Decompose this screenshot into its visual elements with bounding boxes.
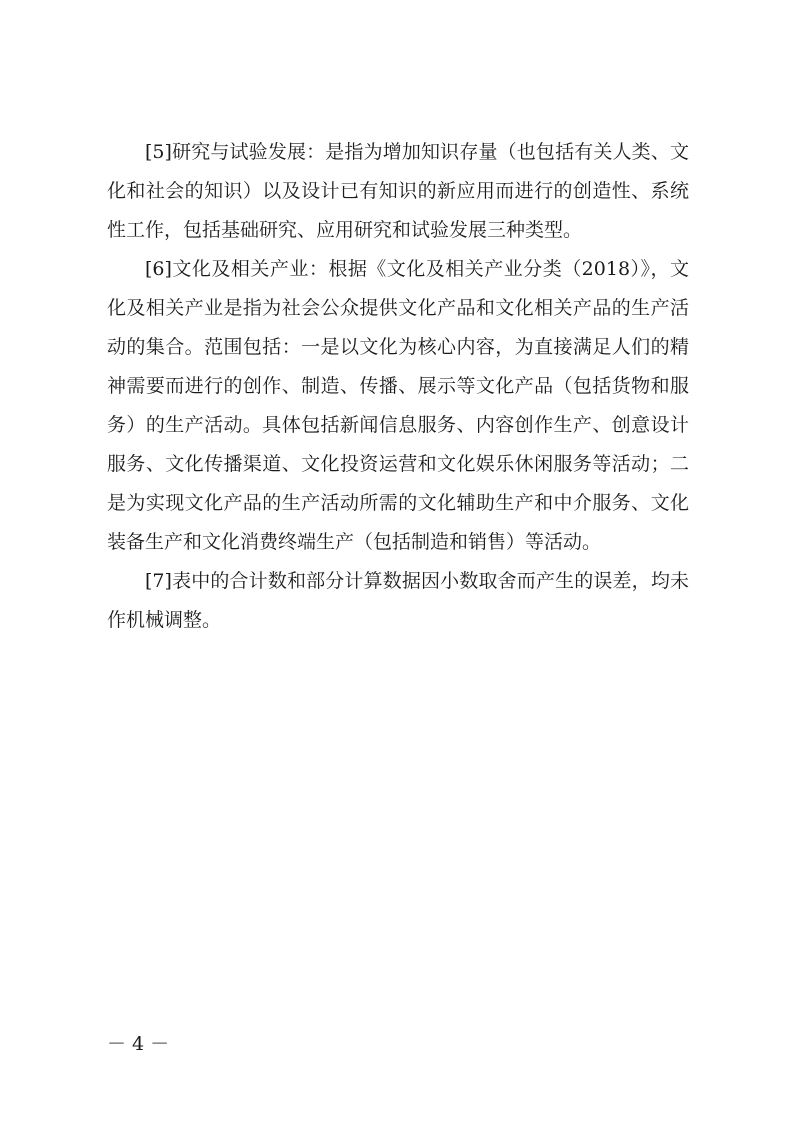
notes-section xyxy=(107,133,689,640)
note-7-marker: [7] xyxy=(145,570,172,592)
note-6-text: 文化及相关产业：根据《文化及相关产业分类（2018）》，文化及相关产业是指为社会公众提供文化产品和文化相关产品的生产活动的集合。范围包括：一是以文化为核心内容，为直接满足人们的精神需要而进行的创作、制造、传播、展示等文化产品（包括货物和服务）的生产活动。具体包括新闻信息服务、内容创作生产、创意设计服务、文化传播渠道、文化投资运营和文化娱乐休闲服务等活动；二是为实现文化产品的生产活动所需的文化辅助生产和中介服务、文化装备生产和文化消费终端生产（包括制造和销售）等活动。 xyxy=(107,258,689,553)
note-5 xyxy=(107,133,689,250)
note-5-text: 研究与试验发展：是指为增加知识存量（也包括有关人类、文化和社会的知识）以及设计已有知识的新应用而进行的创造性、系统性工作，包括基础研究、应用研究和试验发展三种类型。 xyxy=(107,141,689,241)
page-number: － 4 － xyxy=(107,1033,170,1055)
note-7-text: 表中的合计数和部分计算数据因小数取舍而产生的误差，均未作机械调整。 xyxy=(107,570,689,631)
note-6 xyxy=(107,250,689,562)
note-7 xyxy=(107,562,689,640)
note-6-marker: [6] xyxy=(145,258,172,280)
note-5-marker: [5] xyxy=(145,141,172,163)
